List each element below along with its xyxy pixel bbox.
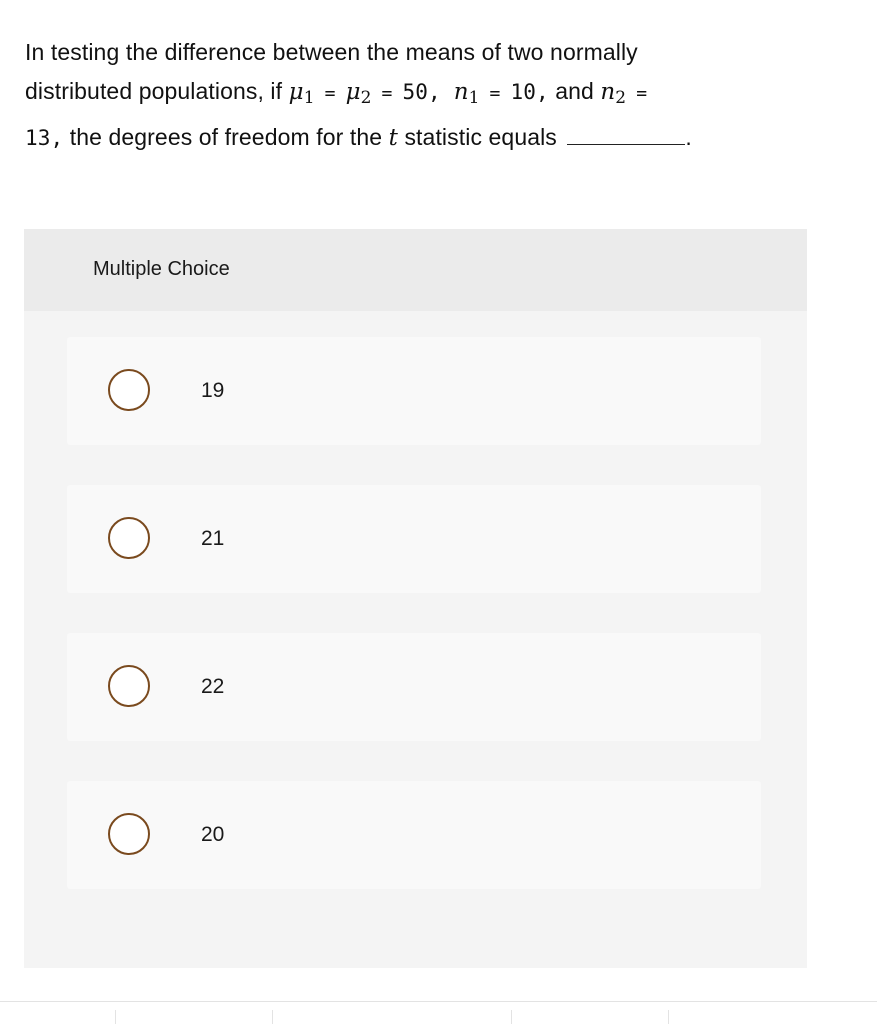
n-2-symbol: n bbox=[600, 79, 616, 105]
n2-value: 13, bbox=[25, 126, 64, 150]
n-2-subscript: 2 bbox=[615, 88, 627, 108]
equals-sign-1: = bbox=[324, 83, 336, 104]
multiple-choice-header bbox=[24, 229, 807, 311]
mu-2-subscript: 2 bbox=[360, 88, 372, 108]
radio-button[interactable] bbox=[108, 665, 150, 707]
equals-sign-4: = bbox=[636, 83, 648, 104]
mu-1 bbox=[288, 79, 315, 108]
choice-label: 21 bbox=[201, 527, 225, 550]
question-text bbox=[25, 33, 785, 158]
multiple-choice-panel bbox=[24, 229, 807, 968]
question-period: . bbox=[685, 124, 692, 150]
equals-sign-2: = bbox=[381, 83, 393, 104]
footer-separator bbox=[511, 1010, 512, 1024]
question-line-3 bbox=[25, 118, 785, 158]
mu-2 bbox=[345, 79, 372, 108]
footer-separator bbox=[668, 1010, 669, 1024]
question-line-3-suffix: statistic equals bbox=[397, 124, 564, 150]
t-symbol: t bbox=[388, 125, 398, 151]
mu-1-symbol: μ bbox=[288, 79, 304, 105]
choice-option-4[interactable] bbox=[67, 781, 761, 889]
choice-option-2[interactable] bbox=[67, 485, 761, 593]
choice-option-3[interactable] bbox=[67, 633, 761, 741]
choice-label: 22 bbox=[201, 675, 225, 698]
mu-2-symbol: μ bbox=[345, 79, 361, 105]
question-line-3-text: the degrees of freedom for the bbox=[63, 124, 389, 150]
choice-option-1[interactable] bbox=[67, 337, 761, 445]
question-line-1-text: In testing the difference between the means of two normally bbox=[25, 39, 638, 65]
n-1-symbol: n bbox=[453, 79, 469, 105]
footer-divider bbox=[0, 1001, 877, 1002]
multiple-choice-label: Multiple Choice bbox=[93, 258, 230, 280]
question-line-1 bbox=[25, 33, 785, 72]
radio-button[interactable] bbox=[108, 813, 150, 855]
question-line-2 bbox=[25, 72, 785, 118]
question-line-2-prefix: distributed populations, if bbox=[25, 78, 289, 104]
choice-label: 19 bbox=[201, 379, 225, 402]
footer-separator bbox=[272, 1010, 273, 1024]
choice-label: 20 bbox=[201, 823, 225, 846]
footer-separator bbox=[115, 1010, 116, 1024]
equals-sign-3: = bbox=[489, 83, 501, 104]
mean-value: 50, bbox=[402, 80, 441, 104]
mu-1-subscript: 1 bbox=[303, 88, 315, 108]
n-1 bbox=[453, 79, 480, 108]
n1-value: 10, bbox=[510, 80, 549, 104]
radio-button[interactable] bbox=[108, 369, 150, 411]
n-2 bbox=[600, 79, 627, 108]
and-word: and bbox=[548, 78, 601, 104]
n-1-subscript: 1 bbox=[468, 88, 480, 108]
radio-button[interactable] bbox=[108, 517, 150, 559]
answer-blank bbox=[567, 143, 685, 145]
